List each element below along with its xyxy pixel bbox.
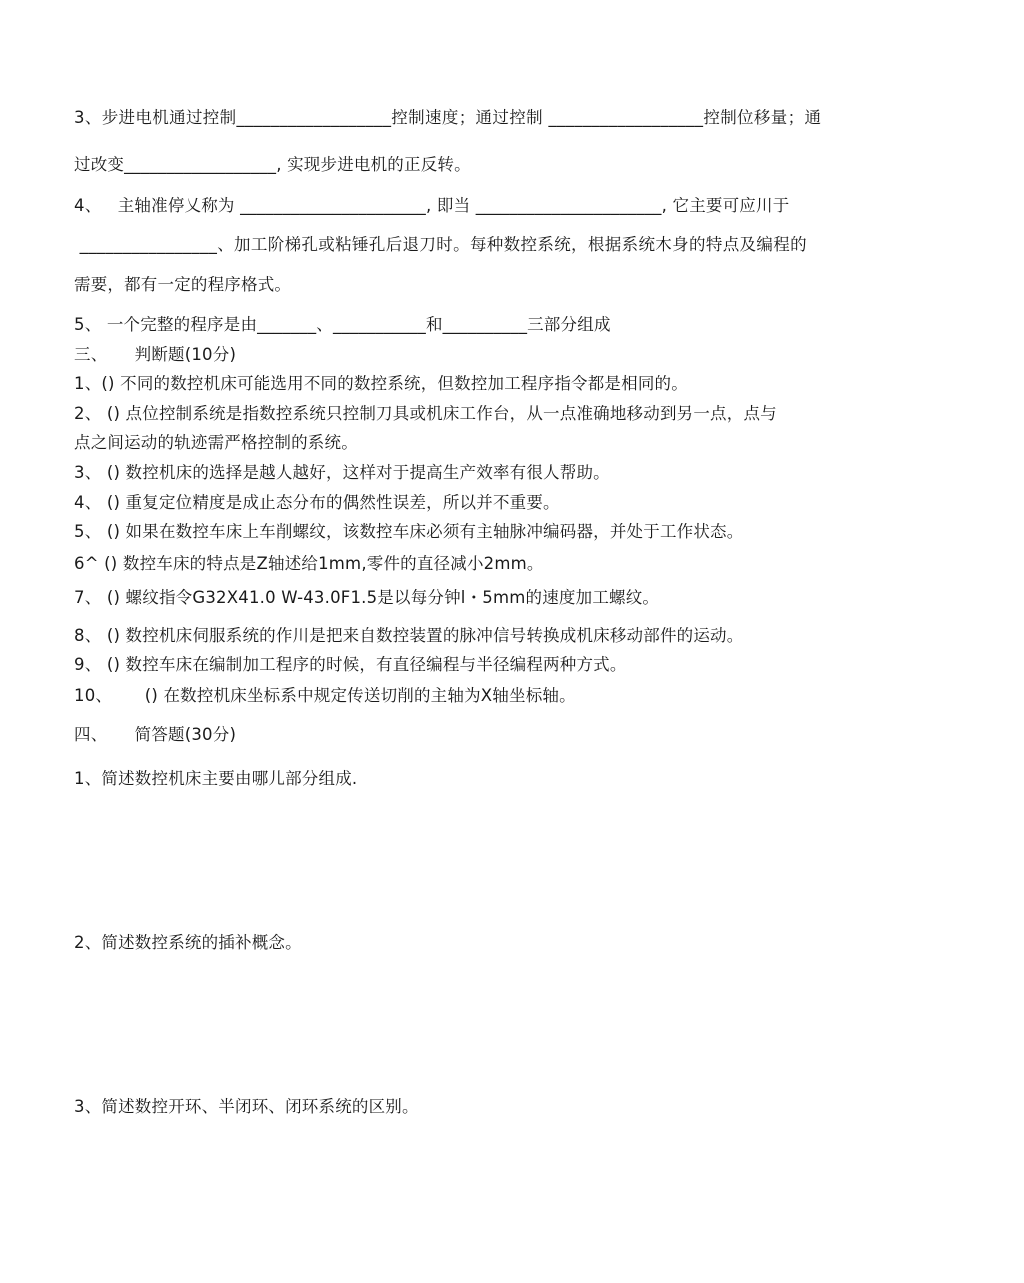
- judge-item: 10、 () 在数控机床坐标系中规定传送切削的主轴为X轴坐标轴。: [74, 686, 576, 705]
- short-answer-item: 1、简述数控机床主要由哪儿部分组成.: [74, 769, 358, 788]
- short-answer-item: 3、简述数控开环、半闭环、闭环系统的区别。: [74, 1097, 419, 1116]
- question-3-line-2: 过改变__________________, 实现步进电机的正反转。: [74, 155, 471, 174]
- question-4-line-2: ________________、加工阶梯孔或粘锤孔后退刀时。每种数控系统，根据系统木身的特点及编程的: [74, 235, 807, 254]
- judge-item: 4、 () 重复定位精度是成止态分布的偶然性误差，所以并不重要。: [74, 493, 560, 512]
- question-5-line-1: 5、 一个完整的程序是由_______、___________和__________三部分组成: [74, 315, 611, 334]
- short-answer-item: 2、简述数控系统的插补概念。: [74, 933, 302, 952]
- judge-section-heading: 三、 判断题(10分): [74, 345, 237, 364]
- question-4-line-3: 需要，都有一定的程序格式。: [74, 275, 292, 294]
- judge-item: 6^ () 数控车床的特点是Z轴述给1mm,零件的直径减小2mm。: [74, 554, 544, 573]
- judge-item: 9、 () 数控车床在编制加工程序的时候，有直径编程与半径编程两种方式。: [74, 655, 627, 674]
- judge-item: 2、 () 点位控制系统是指数控系统只控制刀具或机床工作台，从一点准确地移动到另一点，点与: [74, 404, 777, 423]
- question-4-line-1: 4、 主轴准停乂称为 ______________________, 即当 ______________________, 它主要可应川于: [74, 196, 790, 215]
- judge-item: 1、() 不同的数控机床可能选用不同的数控系统，但数控加工程序指令都是相同的。: [74, 374, 688, 393]
- judge-item-continuation: 点之间运动的轨迹需严格控制的系统。: [74, 433, 358, 452]
- judge-item: 7、 () 螺纹指令G32X41.0 W-43.0F1.5是以每分钟l・5mm的速度加工螺纹。: [74, 588, 660, 607]
- judge-item: 3、 () 数控机床的选择是越人越好，这样对于提高生产效率有很人帮助。: [74, 463, 610, 482]
- short-answer-section-heading: 四、 简答题(30分): [74, 725, 237, 744]
- question-3-line-1: 3、步进电机通过控制__________________控制速度；通过控制 __________________控制位移量；通: [74, 108, 822, 127]
- judge-item: 8、 () 数控机床伺服系统的作川是把来自数控装置的脉冲信号转换成机床移动部件的运动。: [74, 626, 744, 645]
- judge-item: 5、 () 如果在数控车床上车削螺纹，该数控车床必须有主轴脉冲编码器，并处于工作状态。: [74, 522, 744, 541]
